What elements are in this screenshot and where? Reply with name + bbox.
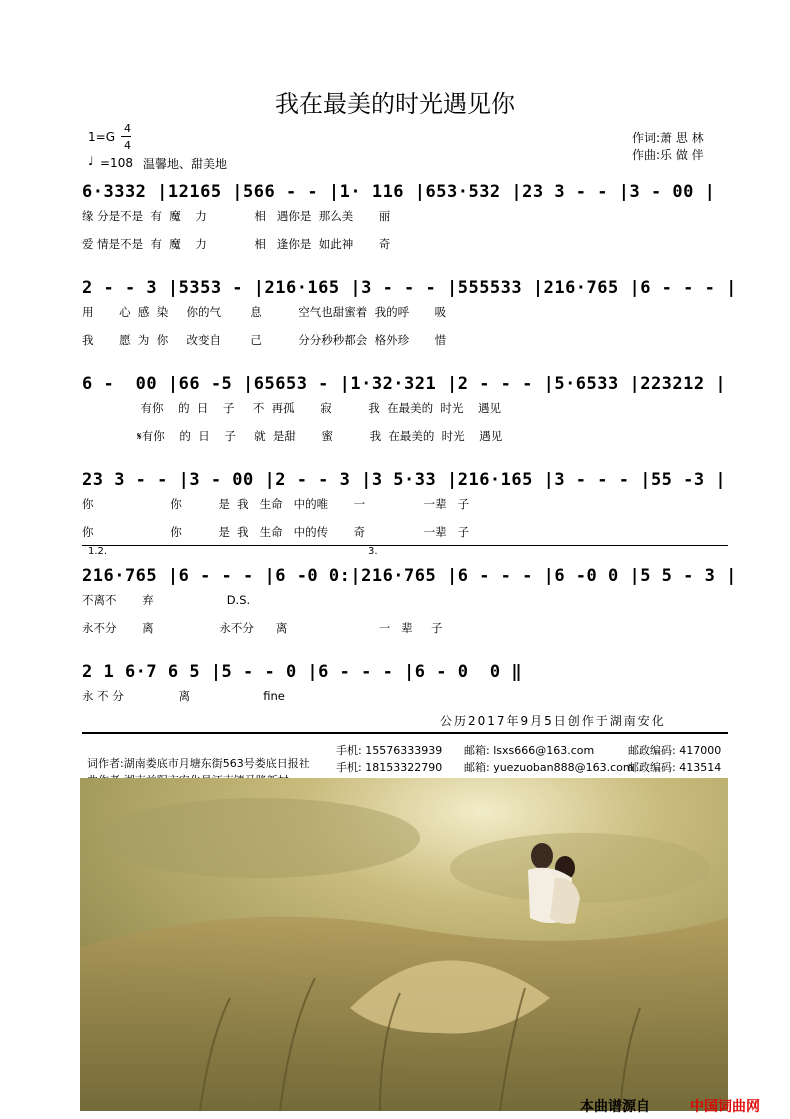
contact-email: 邮箱: lsxs666@163.com	[464, 744, 595, 757]
contact-address: 湖南娄底市月塘东街563号娄底日报社	[123, 757, 310, 770]
lyrics-verse1-line-3: 有你 的 日 子 不 再孤 寂 我 在最美的 时光 遇见	[82, 401, 502, 415]
contact-divider	[82, 732, 728, 734]
key-signature: 1=G	[88, 130, 115, 144]
lyrics-verse1-line-6: 永 不 分 离 fine	[82, 689, 285, 703]
quarter-note-icon: ♩	[88, 154, 94, 168]
contact-phone: 手机: 18153322790	[336, 761, 443, 774]
mood-marking: 温馨地、甜美地	[143, 157, 228, 171]
contact-phone: 手机: 15576333939	[336, 744, 443, 757]
lyrics-verse2-line-4: 你 你 是 我 生命 中的传 奇 一辈 子	[82, 525, 470, 539]
lyrics-verse2-line-5: 永不分 离 永不分 离 一 辈 子	[82, 621, 443, 635]
contact-postal: 邮政编码: 413514	[628, 761, 722, 774]
footer-brand-link[interactable]: 中国词曲网	[690, 1099, 760, 1115]
notes-line-3: 6 - 00 |66 -5 |65653 - |1·32·321 |2 - - - |5·6533 |223212 |	[82, 374, 727, 394]
composition-date: 公历2017年9月5日创作于湖南安化	[440, 714, 666, 728]
footer-source-label: 本曲谱源自	[580, 1099, 650, 1115]
time-signature-top: 4	[124, 122, 131, 135]
tempo-marking: =108	[100, 156, 133, 170]
cloud-shape	[100, 798, 420, 878]
volta-bracket-line	[82, 545, 728, 546]
lyrics-verse2-line-1: 爱 情是不是 有 魔 力 相 逢你是 如此神 奇	[82, 237, 391, 251]
volta-3-label: 3.	[368, 546, 378, 557]
volta-1-2-label: 1.2.	[88, 546, 108, 557]
lyrics-verse1-line-2: 用 心 感 染 你的气 息 空气也甜蜜着 我的呼 吸	[82, 305, 447, 319]
composer-credit: 作曲:乐 做 伴	[632, 148, 704, 162]
notes-line-1: 6·3332 |12165 |566 - - |1· 116 |653·532 |23 3 - - |3 - 00 |	[82, 182, 716, 202]
notes-line-4: 23 3 - - |3 - 00 |2 - - 3 |3 5·33 |216·165 |3 - - - |55 -3 |	[82, 470, 727, 490]
contact-role: 词作者:	[87, 757, 124, 770]
lyricist-credit: 作词:萧 思 林	[632, 131, 704, 145]
lyrics-verse1-line-1: 缘 分是不是 有 魔 力 相 遇你是 那么美 丽	[82, 209, 391, 223]
time-signature-divider	[121, 136, 131, 137]
lyrics-verse2-line-2: 我 愿 为 你 改变自 己 分分秒秒都会 格外珍 惜	[82, 333, 447, 347]
notes-line-6: 2 1 6·7 6 5 |5 - - 0 |6 - - - |6 - 0 0 ‖	[82, 662, 523, 682]
time-signature-bottom: 4	[124, 139, 131, 152]
lyrics-verse1-line-5: 不离不 弃 D.S.	[82, 593, 437, 607]
contact-postal: 邮政编码: 417000	[628, 744, 722, 757]
lyrics-verse2-line-3: 𝄋有你 的 日 子 就 是甜 蜜 我 在最美的 时光 遇见	[82, 429, 503, 443]
notes-line-2: 2 - - 3 |5353 - |216·165 |3 - - - |555533 |216·765 |6 - - - |	[82, 278, 737, 298]
romantic-couple-photo	[80, 778, 728, 1111]
page-title: 我在最美的时光遇见你	[275, 90, 515, 118]
contact-email: 邮箱: yuezuoban888@163.com	[464, 761, 634, 774]
lyrics-verse1-line-4: 你 你 是 我 生命 中的唯 一 一辈 子	[82, 497, 470, 511]
cloud-shape	[450, 833, 710, 903]
notes-line-5: 216·765 |6 - - - |6 -0 0:|216·765 |6 - - - |6 -0 0 |5 5 - 3 |	[82, 566, 737, 586]
